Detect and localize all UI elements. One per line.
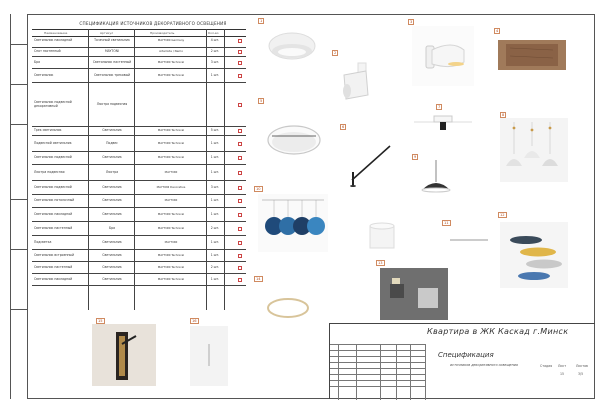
row-checkbox[interactable] — [238, 171, 242, 175]
cell-qty: 1 шт. — [210, 252, 220, 257]
table-row — [32, 57, 246, 69]
table-row — [32, 165, 246, 181]
cell-maker: MAYTONI Technical — [157, 225, 185, 230]
item-number: 11 — [444, 221, 449, 225]
cell-qty: 1 шт. — [210, 169, 220, 174]
item-number: 16 — [192, 319, 197, 323]
cell-maker: MAYTONI Technical — [157, 264, 185, 269]
table-row — [32, 152, 246, 165]
cell-maker: MAYTONI Technical — [157, 252, 185, 257]
row-checkbox[interactable] — [238, 103, 242, 107]
cell-name: Светильник накладной — [34, 211, 73, 216]
cell-article: Светильник — [102, 276, 122, 281]
cell-qty — [208, 83, 222, 126]
item-number: 4 — [496, 29, 499, 33]
wood-panel-image — [498, 40, 566, 70]
title-block — [329, 323, 595, 399]
cell-article: Люстра — [105, 169, 119, 174]
row-checkbox[interactable] — [238, 142, 242, 146]
sheets-label: Листов — [576, 364, 588, 368]
row-checkbox[interactable] — [238, 61, 242, 65]
strip-cell — [11, 249, 28, 309]
rev-value: 3/5 — [578, 372, 584, 376]
project-title: Квартира в ЖК Каскад г.Минск — [427, 327, 569, 336]
item-number: 7 — [438, 105, 441, 109]
cell-article: Светильник — [102, 252, 122, 257]
cell-qty: 1 шт. — [210, 155, 220, 160]
cell-name: Спот настенный — [34, 49, 61, 54]
row-checkbox[interactable] — [238, 74, 242, 78]
item-number: 12 — [500, 213, 505, 217]
grid-line — [356, 344, 357, 400]
row-checkbox[interactable] — [238, 156, 242, 160]
row-checkbox[interactable] — [238, 129, 242, 133]
row-checkbox[interactable] — [238, 266, 242, 270]
header-name: Наименование — [44, 31, 68, 35]
table-row — [32, 181, 246, 195]
cell-name: Светильник подвесной — [34, 184, 72, 189]
cell-name: Светильник подвесной — [34, 155, 72, 160]
cell-name: Светильник подвесной декоративный — [34, 99, 72, 108]
cell-article: Светильник — [102, 184, 122, 189]
cell-name: Светильник накладной — [34, 276, 73, 281]
cell-article: Светильник трековый — [93, 72, 131, 77]
cell-maker: MAYTONI Technical — [157, 140, 185, 145]
cell-name: Светильник настенный — [34, 264, 73, 269]
cell-qty: 2 шт. — [210, 264, 220, 269]
spec-table — [32, 21, 246, 310]
cell-name: Светильник потолочный — [34, 198, 75, 203]
cell-article: Светильник — [102, 239, 122, 244]
ring-pendant-image — [262, 290, 314, 326]
table-row — [32, 250, 246, 262]
cell-article: Светильник — [102, 198, 122, 203]
item-number: 10 — [256, 187, 261, 191]
cell-article: Светильник — [102, 155, 122, 160]
item-number: 3 — [410, 20, 413, 24]
track-light-image — [410, 108, 476, 150]
table-row — [32, 262, 246, 274]
layered-discs-image — [500, 222, 568, 288]
cell-name: Светильник встроенный — [34, 252, 74, 257]
wall-slot-light-image — [190, 326, 228, 386]
cell-qty: 2 шт. — [210, 225, 220, 230]
row-checkbox[interactable] — [238, 213, 242, 217]
cell-qty: 4 шт. — [210, 38, 220, 43]
surface-cylinder-image — [360, 216, 404, 256]
cell-name: Светильник накладной — [34, 38, 73, 43]
cell-qty: 1 шт. — [210, 211, 220, 216]
cell-article: Подвес — [106, 140, 118, 145]
strip-cell — [11, 309, 28, 369]
item-number: 15 — [98, 319, 103, 323]
cell-article: Люстра подвесная — [96, 101, 128, 106]
item-number: 8 — [502, 113, 505, 117]
blue-disc-pendants-image — [258, 194, 328, 252]
item-number: 6 — [342, 125, 345, 129]
ceiling-disc-light-image — [262, 20, 332, 70]
cell-maker: MAYTONI Germany — [157, 38, 185, 43]
item-number: 9 — [414, 155, 417, 159]
grid-line — [338, 344, 339, 400]
row-checkbox[interactable] — [238, 227, 242, 231]
grid-line — [396, 344, 397, 400]
cell-maker: MAYTONI Technical — [157, 59, 185, 64]
linear-pendant-image — [344, 132, 396, 188]
pendant-bells-image — [500, 118, 568, 182]
cell-qty: 5 шт. — [210, 128, 220, 133]
cell-qty: 1 шт. — [210, 72, 220, 77]
title-block-grid — [330, 344, 425, 400]
cell-article: Светильник — [102, 128, 122, 133]
cell-maker: MAYTONI Technical — [157, 155, 185, 160]
gray-wall-cubes-image — [380, 268, 448, 320]
cell-qty: 1 шт. — [210, 276, 220, 281]
item-number: 1 — [260, 19, 263, 23]
grid-line — [410, 344, 411, 400]
cell-article: Светильник — [102, 211, 122, 216]
cell-maker: MAYTONI Technical — [157, 72, 185, 77]
table-row — [32, 48, 246, 57]
row-checkbox[interactable] — [238, 278, 242, 282]
row-checkbox[interactable] — [238, 50, 242, 54]
header-maker: Производитель — [150, 31, 175, 35]
header-article: Артикул — [100, 31, 114, 35]
header-qty: Кол-во — [208, 31, 219, 35]
table-row — [32, 208, 246, 222]
table-row — [32, 274, 246, 286]
table-row — [32, 136, 246, 152]
cell-maker: MAYTONI Decorative — [156, 184, 186, 189]
row-checkbox[interactable] — [238, 241, 242, 245]
cell-qty: 1 шт. — [210, 239, 220, 244]
strip-cell — [11, 84, 28, 124]
cell-maker: MAYTONI Technical — [157, 128, 185, 133]
table-row — [32, 35, 246, 48]
ring-light-image — [262, 112, 330, 164]
sheet-number: 15 — [560, 372, 565, 376]
wall-reading-lamp-image — [92, 324, 156, 386]
cell-qty: 3 шт. — [210, 59, 220, 64]
row-checkbox[interactable] — [238, 254, 242, 258]
table-row — [32, 127, 246, 136]
strip-cell — [11, 124, 28, 184]
stage-label: Стадия — [540, 364, 553, 368]
wall-spot-image — [336, 55, 386, 110]
grid-line — [380, 344, 381, 400]
left-stamp-strip — [10, 14, 28, 399]
cell-name: Подвесной светильник — [34, 140, 72, 145]
cell-name: Люстра подвесная — [34, 169, 65, 174]
item-number: 14 — [256, 277, 261, 281]
sheet-subtitle: источников декоративного освещения — [450, 363, 518, 367]
sheet-label: Лист — [558, 364, 567, 368]
cell-article: Светильник настенный — [92, 59, 132, 64]
row-checkbox[interactable] — [238, 199, 242, 203]
cell-name: Трек светильник — [34, 128, 62, 133]
cell-name: Светильник настенный — [34, 225, 73, 230]
cell-qty: 3 шт. — [210, 184, 220, 189]
linear-profile-image — [446, 230, 492, 250]
cell-maker — [136, 83, 206, 126]
cell-maker: MAYTONI — [164, 169, 178, 174]
cell-article: Бра — [109, 225, 115, 230]
cell-name: Подсветка — [34, 239, 52, 244]
wall-lamp-image — [412, 26, 474, 86]
dome-pendant-image — [418, 160, 454, 210]
cell-article: MAYTONI — [105, 49, 119, 54]
cell-qty: 1 шт. — [210, 140, 220, 145]
cell-name: Бра — [34, 59, 40, 64]
grid-line — [425, 344, 426, 400]
strip-cell — [11, 44, 28, 84]
item-number: 5 — [260, 99, 263, 103]
cell-maker: MAYTONI — [164, 239, 178, 244]
sheet-title: Спецификация — [438, 351, 494, 359]
cell-maker: MAYTONI Technical — [157, 276, 185, 281]
cell-qty: 2 шт. — [210, 49, 220, 54]
table-row — [32, 236, 246, 250]
row-checkbox[interactable] — [238, 186, 242, 190]
row-checkbox[interactable] — [238, 39, 242, 43]
cell-maker: MAYTONI — [164, 198, 178, 203]
cell-maker: Artemide / Nemo — [159, 49, 183, 54]
table-row — [32, 69, 246, 83]
item-number: 13 — [378, 261, 383, 265]
table-row — [32, 83, 246, 127]
strip-cell — [11, 199, 28, 249]
cell-qty: 1 шт. — [210, 198, 220, 203]
cell-name: Светильник — [34, 72, 54, 77]
table-row — [32, 195, 246, 208]
cell-article: Точечный светильник — [94, 38, 130, 43]
cell-maker: MAYTONI Technical — [157, 211, 185, 216]
item-number: 2 — [334, 51, 337, 55]
cell-article: Светильник — [102, 264, 122, 269]
table-row — [32, 222, 246, 236]
spec-title: СПЕЦИФИКАЦИЯ ИСТОЧНИКОВ ДЕКОРАТИВНОГО ОСВЕЩЕНИЯ — [79, 21, 227, 26]
